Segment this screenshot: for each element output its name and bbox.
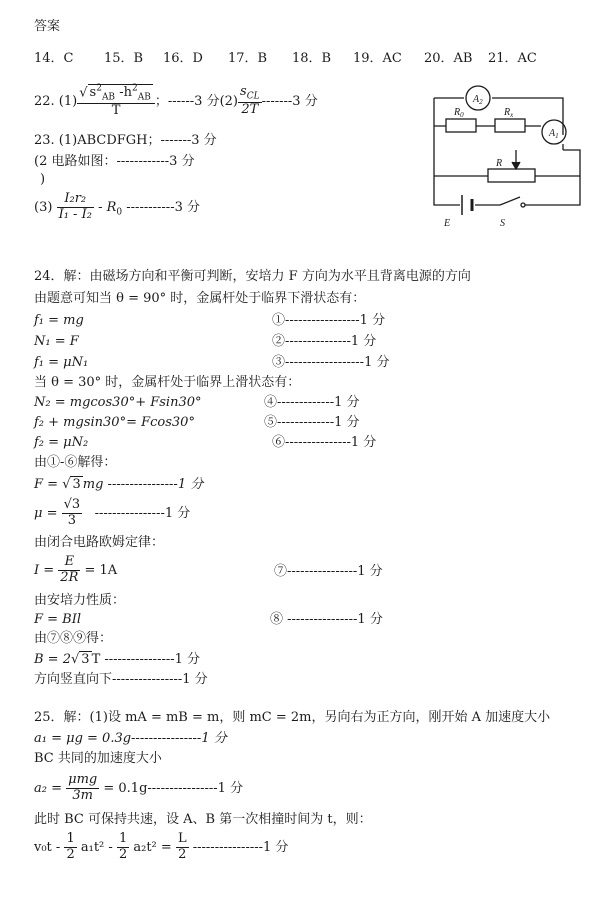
q24-mark: ①-----------------1 分: [272, 313, 386, 328]
q25-fraction: $\frac{\text{μmg}}{3m}$: [68, 772, 98, 803]
q24-mark: ⑤-------------1 分: [264, 415, 360, 430]
resistor-rx: [495, 119, 525, 132]
label-r: R: [496, 158, 503, 169]
label-e: E: [444, 218, 451, 229]
q24-mark: ③------------------1 分: [272, 355, 390, 370]
label-s: S: [500, 218, 505, 229]
q24-equation: B = 2√ 3 T ----------------1 分: [34, 652, 201, 667]
q24-mark: ⑦----------------1 分: [274, 564, 383, 579]
q24-fraction: $\frac{E}{2R}$: [60, 554, 79, 585]
q24-line: 由⑦⑧⑨得：: [34, 631, 113, 646]
mc-answer: 17．B: [228, 51, 268, 66]
q24-equation: f₂ = μN₂: [34, 435, 89, 450]
q24-line: 由①-⑥解得：: [34, 455, 117, 470]
label-r0: $R_0$: [454, 107, 464, 119]
q24-equation: f₂ + mgsin30°= Fcos30°: [34, 415, 195, 430]
q24-equation: f₁ = μN₁: [34, 355, 89, 370]
q24-line: 方向竖直向下----------------1 分: [34, 672, 208, 687]
q24-mark: ⑥---------------1 分: [272, 435, 377, 450]
q23-line3: ): [40, 172, 46, 187]
q24-line: 由安培力性质：: [34, 593, 126, 608]
q25-intro: 25．解：(1)设 mA = mB = m，则 mC = 2m，另向右为正方向，刚开始 A 加速度大小: [34, 710, 551, 725]
q24-line: 当 θ = 30° 时，金属杆处于临界上滑状态有：: [34, 375, 301, 390]
q25-equation: a₂ = $\frac{\text{μmg}}{3m}$ = 0.1g----------------1 分: [34, 772, 244, 803]
q22-fraction-2: $\frac{s_{CL}}{2T}$: [240, 84, 260, 118]
q24-mark: ④-------------1 分: [264, 395, 360, 410]
q24-equation: F = √ 3 mg ----------------1 分: [34, 477, 204, 492]
label-a1: $A_1$: [549, 128, 559, 140]
wire: [535, 144, 580, 176]
answer-title: 答案: [34, 19, 61, 34]
q25-fraction: $\frac{1}{2}$: [118, 831, 128, 862]
q24-line: 由闭合电路欧姆定律：: [34, 535, 165, 550]
mc-answer: 15．B: [104, 51, 144, 66]
q24-equation: μ = $\frac{√3}{3}$ ----------------1 分: [34, 497, 191, 528]
q23-line1: 23. (1)ABCDFGH；-------3 分: [34, 133, 217, 148]
q22-answer: 22. (1) $\frac{√ s^2_{AB} -h^2_{AB}}{T}$ ；------3 分(2) $\frac{s_{CL}}{2T}$ -------3 分: [34, 84, 318, 119]
label-a2: $A_2$: [473, 94, 483, 106]
q25-fraction: $\frac{1}{2}$: [66, 831, 75, 862]
q23-line4: (3) $\frac{\text{I₂r₂}}{\text{I₁ - I₂}}$ - $R_0$ -----------3 分: [34, 191, 200, 222]
q25-line: BC 共同的加速度大小: [34, 751, 162, 766]
q25-equation: v₀t - $\frac{1}{2}$ a₁t² - $\frac{1}{2}$ a₂t² = $\frac{L}{2}$ ----------------1 分: [34, 831, 289, 862]
mc-answer: 18．B: [292, 51, 332, 66]
q24-mark: ②---------------1 分: [272, 334, 377, 349]
q25-line: 此时 BC 可保持共速，设 A、B 第一次相撞时间为 t，则：: [34, 812, 372, 827]
resistor-r0: [446, 119, 476, 132]
q24-line: 由题意可知当 θ = 90° 时，金属杆处于临界下滑状态有：: [34, 291, 366, 306]
mc-answer: 16．D: [163, 51, 203, 66]
mc-answer: 19．AC: [353, 51, 402, 66]
circuit-diagram: [420, 78, 590, 238]
q23-line2: (2 电路如图：------------3 分: [34, 154, 195, 169]
slider-arrow-icon: [512, 162, 520, 169]
q24-intro: 24．解：由磁场方向和平衡可判断，安培力 F 方向为水平且背离电源的方向: [34, 269, 471, 284]
q23-fraction: $\frac{\text{I₂r₂}}{\text{I₁ - I₂}}$: [58, 191, 92, 222]
mc-answer: 20．AB: [424, 51, 473, 66]
q24-equation: N₂ = mgcos30°+ Fsin30°: [34, 395, 202, 410]
wire: [434, 176, 580, 205]
q25-equation: a₁ = μg = 0.3g----------------1 分: [34, 731, 227, 746]
q24-equation: N₁ = F: [34, 334, 79, 349]
q25-fraction: $\frac{L}{2}$: [177, 831, 187, 862]
q24-equation: f₁ = mg: [34, 313, 84, 328]
q24-fraction: $\frac{√3}{3}$: [63, 497, 81, 528]
switch-contact-icon: [521, 203, 525, 207]
mc-answer: 21．AC: [488, 51, 537, 66]
mc-answer: 14．C: [34, 51, 74, 66]
rheostat-r: [488, 169, 535, 182]
q24-equation: F = BIl: [34, 612, 82, 627]
switch-lever-icon: [500, 197, 520, 205]
q22-fraction-1: $\frac{√ s^2_{AB} -h^2_{AB}}{T}$: [77, 84, 155, 119]
q24-mark: ⑧ ----------------1 分: [270, 612, 383, 627]
label-rx: $R_x$: [504, 107, 514, 119]
q24-equation: I = $\frac{E}{2R}$ = 1A: [34, 554, 118, 585]
